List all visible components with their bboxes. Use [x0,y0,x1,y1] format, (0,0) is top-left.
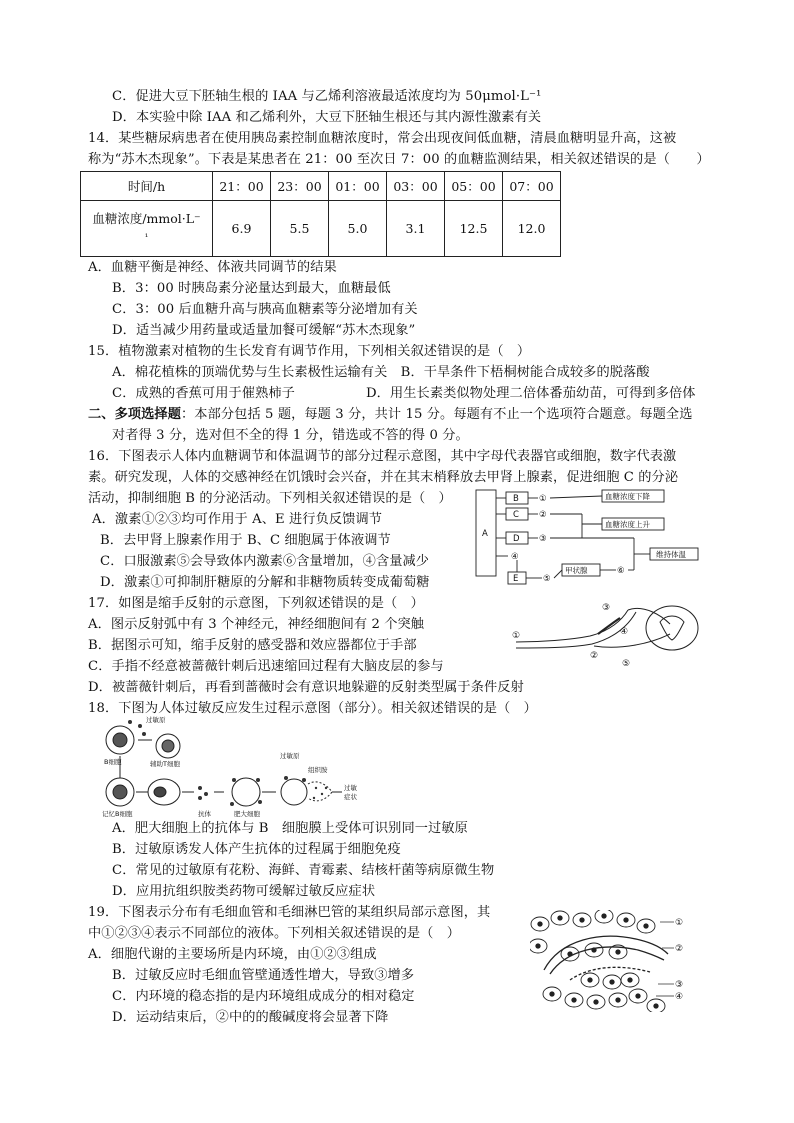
q17-option-a[interactable]: A．图示反射弧中有 3 个神经元，神经细胞间有 2 个突触 [88,617,425,632]
cell-nucleus [610,980,614,984]
q18-option-a[interactable]: A．肥大细胞上的抗体与 B 细胞膜上受体可识别同一过敏原 [112,821,468,836]
table-value-cell: 3.1 [387,201,445,257]
q16-stem-line3: 活动，抑制细胞 B 的分泌活动。下列相关叙述错误的是（ ） [88,491,452,506]
q16-option-d[interactable]: D．激素①可抑制肝糖原的分解和非糖物质转变成葡萄糖 [100,575,430,590]
label-hormone-3: ③ [539,534,547,544]
mast-cell [232,778,260,806]
label-hormone-4: ④ [511,552,519,562]
q14-option-a[interactable]: A．血糖平衡是神经、体液共同调节的结果 [88,260,337,275]
q18-option-c[interactable]: C．常见的过敏原有花粉、海鲜、青霉素、结核杆菌等病原微生物 [112,863,495,878]
cell-nucleus [616,950,620,954]
table-row [81,172,561,201]
label-glucose-up: 血糖浓度上升 [605,520,650,529]
q17-option-c[interactable]: C．手指不经意被蔷薇针刺后迅速缩回过程有大脑皮层的参与 [88,659,444,674]
section2-desc: ：本部分包括 5 题，每题 3 分，共计 15 分。每题有不止一个选项符合题意。每题全选 [181,407,693,422]
q19-option-b[interactable]: B．过敏反应时毛细血管壁通透性增大，导致③增多 [112,968,415,983]
q19-option-a[interactable]: A．细胞代谢的主要场所是内环境，由①②③组成 [88,947,377,962]
label-3: ③ [675,980,684,990]
cell-nucleus [636,994,640,998]
q19-tissue-diagram [530,910,690,1012]
label-antibody: 抗体 [198,810,211,818]
cell-nucleus [602,914,606,918]
q17-option-d[interactable]: D．被蔷薇针刺后，再看到蔷薇时会有意识地躲避的反射类型属于条件反射 [88,680,524,695]
q14-option-c[interactable]: C．3：00 后血糖升高与胰高血糖素等分泌增加有关 [112,302,418,317]
label-memory-b: 记忆B细胞 [102,810,133,818]
label-5: ⑤ [622,659,631,669]
table-value-cell: 12.0 [503,201,561,257]
cell-nucleus [550,992,554,996]
mast-cell-activated [281,779,307,805]
label-histamine: 组织胺 [308,766,328,774]
label-symptom-1: 过敏 [344,784,357,792]
label-1: ① [512,631,521,641]
cell-nucleus [654,1004,658,1008]
label-allergen: 过敏原 [146,716,166,724]
q18-option-d[interactable]: D．应用抗组织胺类药物可缓解过敏反应症状 [112,884,376,899]
label-4: ④ [620,627,629,637]
q14-stem-line1: 14．某些糖尿病患者在使用胰岛素控制血糖浓度时，常会出现夜间低血糖，清晨血糖明显升高，这被 [88,131,677,146]
label-2: ② [675,944,684,954]
q16-stem-line2: 素。研究发现，人体的交感神经在饥饿时会兴奋，并在其末梢释放去甲肾上腺素，促进细胞 C 的分泌 [88,470,679,485]
label-d: D [513,534,520,544]
label-hormone-2: ② [539,510,547,520]
table-time-cell: 23：00 [271,172,329,201]
table-time-cell: 03：00 [387,172,445,201]
q18-option-b[interactable]: B．过敏原诱发人体产生抗体的过程属于细胞免疫 [112,842,401,857]
label-a: A [482,529,488,539]
label-e: E [513,574,519,584]
q19-option-d[interactable]: D．运动结束后，②中的的酸碱度将会显著下降 [112,1010,389,1025]
cell-nucleus [536,944,540,948]
section2-header [88,406,693,424]
table-value-cell: 6.9 [213,201,271,257]
cell-nucleus [644,924,648,928]
q19-stem-line1: 19．下图表示分布有毛细血管和毛细淋巴管的某组织局部示意图，其 [88,905,491,920]
cell-nucleus [558,916,562,920]
q16-option-a[interactable]: A．激素①②③均可作用于 A、E 进行负反馈调节 [92,512,383,527]
q14-option-b[interactable]: B．3：00 时胰岛素分泌量达到最大，血糖最低 [112,281,391,296]
cell-nucleus [580,918,584,922]
label-2: ② [590,651,599,661]
table-time-cell: 05：00 [445,172,503,201]
q19-option-c[interactable]: C．内环境的稳态指的是内环境组成成分的相对稳定 [112,989,415,1004]
table-value-cell: 5.0 [329,201,387,257]
row-label-line1: 血糖浓度/mmol·L⁻ [92,211,201,226]
label-hormone-1: ① [539,494,547,504]
cell-nucleus [616,998,620,1002]
section2-desc-line2: 对者得 3 分，选对但不全的得 1 分，错选或不答的得 0 分。 [112,428,469,443]
q15-stem: 15．植物激素对植物的生长发育有调节作用，下列相关叙述错误的是（ ） [88,344,531,359]
label-symptom-2: 症状 [344,793,357,801]
q14-option-d[interactable]: D．适当减少用药量或适量加餐可缓解“苏木杰现象” [112,323,416,338]
table-value-cell: 12.5 [445,201,503,257]
label-hormone-5: ⑤ [543,574,551,584]
q17-option-b[interactable]: B．据图示可知，缩手反射的感受器和效应器都位于手部 [88,638,417,653]
cell-nucleus [572,998,576,1002]
cell-nucleus [628,978,632,982]
label-mast-cell: 肥大细胞 [234,810,260,818]
cell-nucleus [624,918,628,922]
q16-option-c[interactable]: C．口服激素⑤会导致体内激素⑥含量增加，④含量减少 [100,554,430,569]
table-time-cell: 07：00 [503,172,561,201]
q16-regulation-diagram [474,486,700,588]
q16-stem-line1: 16．下图表示人体内血糖调节和体温调节的部分过程示意图，其中字母代表器官或细胞，数字代表激 [88,449,677,464]
q13-option-d[interactable]: D．本实验中除 IAA 和乙烯利外，大豆下胚轴生根还与其内源性激素有关 [112,110,542,125]
q18-allergy-process-diagram [100,712,362,822]
arm-outline [516,610,628,642]
q15-option-ab[interactable]: A．棉花植株的顶端优势与生长素极性运输有关 B．干旱条件下梧桐树能合成较多的脱落酸 [112,365,650,380]
label-glucose-down: 血糖浓度下降 [605,492,650,501]
section2-title: 二、多项选择题 [88,407,182,422]
label-allergen-2: 过敏原 [280,752,300,760]
lymph-vessel [570,967,650,980]
cell-nucleus [538,922,542,926]
label-helper-t: 辅助T细胞 [150,760,180,768]
cell-nucleus [588,978,592,982]
q19-stem-line2: 中①②③④表示不同部位的液体。下列相关叙述错误的是（ ） [88,926,461,941]
label-1: ① [675,918,684,928]
q14-stem-line2: 称为“苏木杰现象”。下表是某患者在 21：00 至次日 7：00 的血糖监测结果，相关叙述错误的是（ ） [88,152,710,167]
label-hormone-6: ⑥ [617,566,625,576]
label-b: B [513,494,519,504]
q17-reflex-arc-diagram [510,598,705,670]
label-4: ④ [675,992,684,1002]
q15-option-d[interactable]: D．用生长素类似物处理二倍体番茄幼苗，可得到多倍体 [366,386,696,401]
table-row-label [81,201,213,257]
spinal-cord-section [646,606,698,650]
table-value-cell: 5.5 [271,201,329,257]
label-3: ③ [602,603,611,613]
row-label-line2: ¹ [144,233,149,243]
table-row [81,201,561,257]
cell-nucleus [594,1000,598,1004]
q17-stem: 17．如图是缩手反射的示意图，下列叙述错误的是（ ） [88,596,424,611]
label-body-temp: 维持体温 [656,550,686,559]
label-thyroid: 甲状腺 [565,566,588,575]
glucose-table [80,171,561,257]
q15-option-c[interactable]: C．成熟的香蕉可用于催熟柿子 [112,386,295,401]
label-c: C [513,510,519,520]
table-time-cell: 21：00 [213,172,271,201]
q18-stem: 18．下图为人体过敏反应发生过程示意图（部分）。相关叙述错误的是（ ） [88,701,537,716]
table-header-label: 时间/h [81,172,213,201]
q16-option-b[interactable]: B．去甲肾上腺素作用于 B、C 细胞属于体液调节 [100,533,391,548]
table-time-cell: 01：00 [329,172,387,201]
label-b-cell: B细胞 [104,758,122,766]
q13-option-c[interactable]: C．促进大豆下胚轴生根的 IAA 与乙烯利溶液最适浓度均为 50μmol·L⁻¹ [112,89,542,104]
